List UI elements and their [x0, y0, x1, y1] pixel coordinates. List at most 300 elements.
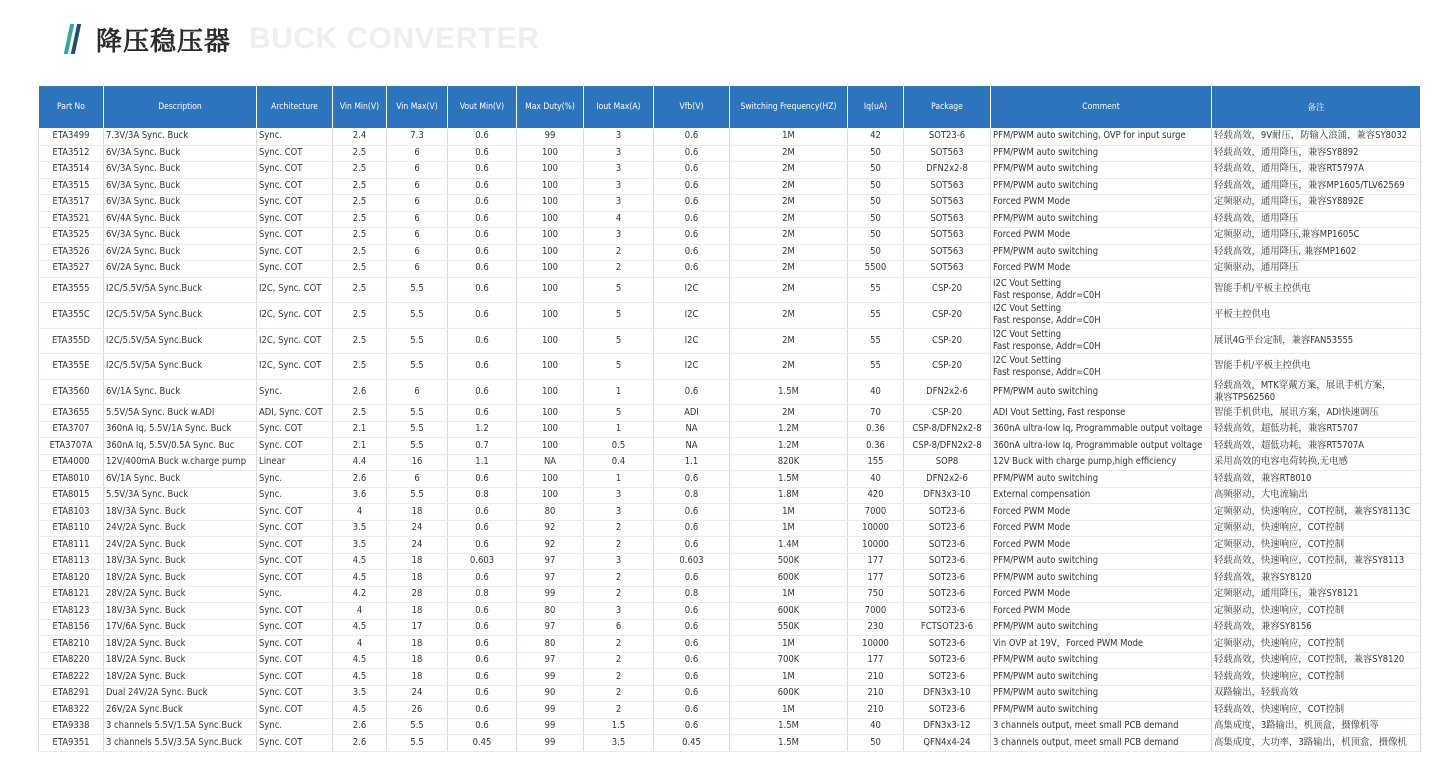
cell-vin-max: 6: [387, 178, 448, 195]
cell-vin-min: 4.5: [333, 570, 387, 587]
cell-description: 18V/2A Sync. Buck: [104, 669, 257, 686]
cell-part-no: ETA8123: [39, 603, 104, 620]
cell-iq: 50: [848, 145, 904, 162]
cell-comment: PFM/PWM auto switching: [991, 162, 1212, 179]
cell-package: CSP-20: [904, 328, 991, 354]
cell-switching-frequency: 1.2M: [730, 438, 848, 455]
cell-vout-min: 0.8: [448, 586, 517, 603]
cell-max-duty: 99: [517, 586, 584, 603]
column-header-remark: 备注: [1212, 86, 1421, 129]
cell-description: 3 channels 5.5V/3.5A Sync.Buck: [104, 735, 257, 752]
cell-max-duty: 100: [517, 354, 584, 380]
cell-iout-max: 0.5: [584, 438, 654, 455]
cell-max-duty: 100: [517, 438, 584, 455]
cell-switching-frequency: 1.2M: [730, 421, 848, 438]
column-header-vout-min: Vout Min(V): [448, 86, 517, 129]
cell-switching-frequency: 1.8M: [730, 487, 848, 504]
cell-iq: 210: [848, 685, 904, 702]
cell-part-no: ETA8120: [39, 570, 104, 587]
cell-vout-min: 0.6: [448, 211, 517, 228]
cell-max-duty: 100: [517, 162, 584, 179]
cell-vin-min: 2.6: [333, 379, 387, 405]
table-row: [39, 405, 1421, 422]
cell-iq: 155: [848, 454, 904, 471]
cell-iout-max: 1: [584, 471, 654, 488]
cell-package: SOT563: [904, 145, 991, 162]
cell-comment: PFM/PWM auto switching: [991, 669, 1212, 686]
cell-part-no: ETA3707: [39, 421, 104, 438]
cell-iout-max: 5: [584, 303, 654, 329]
cell-vin-max: 28: [387, 586, 448, 603]
cell-package: DFN2x2-6: [904, 379, 991, 405]
cell-comment: PFM/PWM auto switching: [991, 553, 1212, 570]
table-row: [39, 652, 1421, 669]
cell-max-duty: 100: [517, 195, 584, 212]
cell-vout-min: 0.6: [448, 379, 517, 405]
cell-vin-min: 2.5: [333, 405, 387, 422]
cell-package: CSP-20: [904, 405, 991, 422]
cell-vin-max: 18: [387, 553, 448, 570]
cell-vin-min: 3.5: [333, 520, 387, 537]
cell-package: CSP-20: [904, 277, 991, 303]
cell-remark: 定频驱动，快速响应，COT控制: [1212, 603, 1421, 620]
cell-remark: 轻载高效，超低功耗，兼容RT5707A: [1212, 438, 1421, 455]
cell-remark: 轻载高效，通用降压: [1212, 211, 1421, 228]
table-row: [39, 421, 1421, 438]
cell-description: I2C/5.5V/5A Sync.Buck: [104, 303, 257, 329]
cell-switching-frequency: 600K: [730, 685, 848, 702]
cell-vin-max: 6: [387, 228, 448, 245]
cell-description: 6V/1A Sync. Buck: [104, 379, 257, 405]
cell-architecture: Sync. COT: [257, 504, 333, 521]
cell-remark: 定频驱动，通用降压,兼容MP1605C: [1212, 228, 1421, 245]
cell-switching-frequency: 2M: [730, 211, 848, 228]
cell-vout-min: 0.6: [448, 636, 517, 653]
cell-architecture: I2C, Sync. COT: [257, 303, 333, 329]
cell-package: DFN2x2-8: [904, 162, 991, 179]
cell-line: I2C Vout Setting: [993, 303, 1062, 315]
table-header-row: [39, 86, 1421, 129]
cell-description: Dual 24V/2A Sync. Buck: [104, 685, 257, 702]
cell-iq: 210: [848, 702, 904, 719]
cell-vin-max: 5.5: [387, 405, 448, 422]
cell-iout-max: 1: [584, 421, 654, 438]
cell-max-duty: 100: [517, 178, 584, 195]
cell-vfb: I2C: [654, 303, 730, 329]
cell-architecture: Sync. COT: [257, 211, 333, 228]
cell-vin-max: 18: [387, 652, 448, 669]
cell-iq: 7000: [848, 603, 904, 620]
cell-part-no: ETA3521: [39, 211, 104, 228]
cell-comment: Forced PWM Mode: [991, 228, 1212, 245]
cell-line: Fast response, Addr=C0H: [993, 340, 1101, 352]
cell-vfb: 0.603: [654, 553, 730, 570]
column-header-architecture: Architecture: [257, 86, 333, 129]
cell-remark: 轻载高效，通用降压，兼容SY8892: [1212, 145, 1421, 162]
cell-package: CSP-20: [904, 303, 991, 329]
column-header-vin-min: Vin Min(V): [333, 86, 387, 129]
cell-comment: PFM/PWM auto switching: [991, 178, 1212, 195]
cell-iout-max: 2: [584, 636, 654, 653]
cell-part-no: ETA8015: [39, 487, 104, 504]
cell-package: SOT23-6: [904, 129, 991, 146]
cell-remark: 轻载高效，通用降压，兼容RT5797A: [1212, 162, 1421, 179]
cell-iout-max: 2: [584, 537, 654, 554]
table-row: [39, 537, 1421, 554]
cell-vin-max: 24: [387, 537, 448, 554]
cell-vin-min: 2.5: [333, 211, 387, 228]
cell-iout-max: 3: [584, 195, 654, 212]
cell-max-duty: 99: [517, 669, 584, 686]
cell-switching-frequency: 1.5M: [730, 735, 848, 752]
cell-vin-min: 4.5: [333, 669, 387, 686]
page-title: 降压稳压器: [96, 26, 232, 57]
cell-description: 18V/2A Sync. Buck: [104, 636, 257, 653]
cell-package: SOP8: [904, 454, 991, 471]
table-row: [39, 685, 1421, 702]
cell-vin-max: 5.5: [387, 328, 448, 354]
cell-vfb: 0.6: [654, 718, 730, 735]
cell-comment: PFM/PWM auto switching: [991, 619, 1212, 636]
cell-vin-max: 6: [387, 261, 448, 278]
cell-package: SOT23-6: [904, 570, 991, 587]
cell-iout-max: 3: [584, 504, 654, 521]
cell-description: I2C/5.5V/5A Sync.Buck: [104, 328, 257, 354]
cell-comment: PFM/PWM auto switching: [991, 702, 1212, 719]
cell-iq: 55: [848, 277, 904, 303]
cell-vfb: 1.1: [654, 454, 730, 471]
cell-architecture: Sync. COT: [257, 570, 333, 587]
cell-iout-max: 2: [584, 261, 654, 278]
cell-switching-frequency: 2M: [730, 145, 848, 162]
cell-comment: 360nA ultra-low Iq, Programmable output voltage: [991, 421, 1212, 438]
cell-description: 7.3V/3A Sync. Buck: [104, 129, 257, 146]
table-row: [39, 129, 1421, 146]
cell-comment: Forced PWM Mode: [991, 603, 1212, 620]
cell-remark: 轻载高效，兼容SY8156: [1212, 619, 1421, 636]
cell-comment: Forced PWM Mode: [991, 520, 1212, 537]
cell-max-duty: 100: [517, 228, 584, 245]
cell-vin-min: 2.5: [333, 328, 387, 354]
cell-description: I2C/5.5V/5A Sync.Buck: [104, 277, 257, 303]
cell-description: 18V/3A Sync. Buck: [104, 504, 257, 521]
cell-architecture: Sync. COT: [257, 636, 333, 653]
cell-package: SOT23-6: [904, 603, 991, 620]
cell-iq: 50: [848, 228, 904, 245]
cell-iq: 210: [848, 669, 904, 686]
cell-remark: 智能手机供电，展讯方案，ADI快速调压: [1212, 405, 1421, 422]
cell-comment: External compensation: [991, 487, 1212, 504]
cell-vin-min: 4.5: [333, 652, 387, 669]
cell-switching-frequency: 1.4M: [730, 537, 848, 554]
cell-package: SOT563: [904, 195, 991, 212]
cell-part-no: ETA9338: [39, 718, 104, 735]
cell-iq: 10000: [848, 520, 904, 537]
cell-architecture: Sync. COT: [257, 652, 333, 669]
cell-vin-min: 2.5: [333, 195, 387, 212]
cell-part-no: ETA8210: [39, 636, 104, 653]
cell-part-no: ETA8103: [39, 504, 104, 521]
cell-package: SOT563: [904, 261, 991, 278]
table-row: [39, 228, 1421, 245]
cell-part-no: ETA3655: [39, 405, 104, 422]
cell-switching-frequency: 2M: [730, 178, 848, 195]
cell-vfb: 0.6: [654, 228, 730, 245]
cell-architecture: Sync. COT: [257, 603, 333, 620]
cell-switching-frequency: 2M: [730, 228, 848, 245]
cell-iq: 50: [848, 178, 904, 195]
cell-max-duty: 100: [517, 244, 584, 261]
cell-iout-max: 3: [584, 129, 654, 146]
cell-vfb: 0.6: [654, 702, 730, 719]
cell-vfb: 0.6: [654, 504, 730, 521]
cell-comment: ADI Vout Setting, Fast response: [991, 405, 1212, 422]
cell-description: 5.5V/3A Sync. Buck: [104, 487, 257, 504]
cell-vin-min: 2.5: [333, 261, 387, 278]
cell-switching-frequency: 1M: [730, 669, 848, 686]
table-row: [39, 454, 1421, 471]
cell-vin-max: 5.5: [387, 277, 448, 303]
cell-vout-min: 0.7: [448, 438, 517, 455]
table-row: [39, 303, 1421, 329]
cell-architecture: Sync. COT: [257, 553, 333, 570]
cell-iout-max: 5: [584, 354, 654, 380]
cell-iout-max: 2: [584, 669, 654, 686]
cell-line: Fast response, Addr=C0H: [993, 289, 1101, 301]
cell-package: SOT23-6: [904, 504, 991, 521]
cell-remark: 定频驱动，通用降压，兼容SY8121: [1212, 586, 1421, 603]
cell-package: SOT23-6: [904, 652, 991, 669]
cell-switching-frequency: 2M: [730, 405, 848, 422]
cell-switching-frequency: 600K: [730, 603, 848, 620]
cell-vin-min: 2.5: [333, 178, 387, 195]
cell-architecture: Sync. COT: [257, 685, 333, 702]
cell-iq: 50: [848, 735, 904, 752]
cell-comment: [991, 303, 1212, 329]
cell-comment: [991, 354, 1212, 380]
cell-vin-max: 6: [387, 471, 448, 488]
cell-description: 24V/2A Sync. Buck: [104, 520, 257, 537]
cell-part-no: ETA355D: [39, 328, 104, 354]
cell-remark: 轻载高效，兼容RT8010: [1212, 471, 1421, 488]
cell-line: I2C Vout Setting: [993, 277, 1062, 289]
cell-max-duty: 97: [517, 553, 584, 570]
cell-iq: 0.36: [848, 421, 904, 438]
cell-remark: 轻载高效，通用降压, 兼容MP1602: [1212, 244, 1421, 261]
cell-vin-max: 5.5: [387, 438, 448, 455]
cell-remark: 展讯4G平台定制，兼容FAN53555: [1212, 328, 1421, 354]
cell-description: 6V/3A Sync. Buck: [104, 162, 257, 179]
cell-vout-min: 0.6: [448, 129, 517, 146]
cell-vin-min: 4.4: [333, 454, 387, 471]
cell-iq: 50: [848, 195, 904, 212]
cell-package: SOT563: [904, 211, 991, 228]
cell-switching-frequency: 1M: [730, 636, 848, 653]
cell-max-duty: 100: [517, 145, 584, 162]
cell-max-duty: 92: [517, 520, 584, 537]
cell-max-duty: 100: [517, 405, 584, 422]
cell-vfb: 0.6: [654, 669, 730, 686]
cell-max-duty: 99: [517, 735, 584, 752]
cell-vfb: 0.8: [654, 487, 730, 504]
cell-part-no: ETA3707A: [39, 438, 104, 455]
column-header-package: Package: [904, 86, 991, 129]
cell-description: 12V/400mA Buck w.charge pump: [104, 454, 257, 471]
cell-vout-min: 0.8: [448, 487, 517, 504]
cell-vin-max: 26: [387, 702, 448, 719]
cell-vout-min: 0.6: [448, 603, 517, 620]
table-row: [39, 553, 1421, 570]
cell-vfb: 0.8: [654, 586, 730, 603]
cell-line: I2C Vout Setting: [993, 354, 1062, 366]
page-title-english: BUCK CONVERTER: [249, 22, 540, 55]
cell-description: 6V/3A Sync. Buck: [104, 178, 257, 195]
cell-vin-max: 6: [387, 195, 448, 212]
cell-vin-min: 2.5: [333, 228, 387, 245]
cell-max-duty: 100: [517, 471, 584, 488]
cell-vfb: 0.6: [654, 178, 730, 195]
cell-remark: 平板主控供电: [1212, 303, 1421, 329]
cell-iq: 5500: [848, 261, 904, 278]
cell-architecture: I2C, Sync. COT: [257, 277, 333, 303]
column-header-part-no: Part No: [39, 86, 104, 129]
cell-part-no: ETA8322: [39, 702, 104, 719]
cell-vin-max: 6: [387, 244, 448, 261]
cell-vin-min: 3.5: [333, 537, 387, 554]
cell-remark: 轻载高效，快速响应，COT控制，兼容SY8113: [1212, 553, 1421, 570]
cell-switching-frequency: 1.5M: [730, 718, 848, 735]
cell-vout-min: 0.6: [448, 570, 517, 587]
cell-max-duty: 100: [517, 487, 584, 504]
cell-iq: 70: [848, 405, 904, 422]
cell-architecture: Sync.: [257, 586, 333, 603]
cell-vout-min: 0.603: [448, 553, 517, 570]
cell-switching-frequency: 2M: [730, 354, 848, 380]
cell-switching-frequency: 550K: [730, 619, 848, 636]
cell-max-duty: 90: [517, 685, 584, 702]
cell-vin-max: 6: [387, 379, 448, 405]
cell-package: CSP-8/DFN2x2-8: [904, 421, 991, 438]
cell-description: 6V/3A Sync. Buck: [104, 145, 257, 162]
cell-package: FCTSOT23-6: [904, 619, 991, 636]
cell-vout-min: 0.6: [448, 718, 517, 735]
cell-line: Fast response, Addr=C0H: [993, 366, 1101, 378]
cell-description: 6V/2A Sync. Buck: [104, 244, 257, 261]
table-row: [39, 603, 1421, 620]
cell-remark: 双路输出，轻载高效: [1212, 685, 1421, 702]
table-row: [39, 586, 1421, 603]
cell-vout-min: 0.6: [448, 504, 517, 521]
column-header-switching-frequency: Switching Frequency(HZ): [730, 86, 848, 129]
cell-max-duty: 100: [517, 379, 584, 405]
cell-vin-min: 2.4: [333, 129, 387, 146]
cell-package: SOT23-6: [904, 702, 991, 719]
cell-iq: 55: [848, 328, 904, 354]
cell-description: 18V/3A Sync. Buck: [104, 553, 257, 570]
cell-description: 6V/3A Sync. Buck: [104, 228, 257, 245]
cell-vout-min: 0.6: [448, 162, 517, 179]
cell-part-no: ETA3514: [39, 162, 104, 179]
cell-description: 18V/2A Sync. Buck: [104, 652, 257, 669]
cell-switching-frequency: 2M: [730, 162, 848, 179]
table-row: [39, 636, 1421, 653]
cell-remark: 轻载高效，通用降压，兼容MP1605/TLV62569: [1212, 178, 1421, 195]
cell-package: SOT23-6: [904, 553, 991, 570]
cell-architecture: Sync.: [257, 471, 333, 488]
cell-vin-max: 18: [387, 504, 448, 521]
cell-iout-max: 5: [584, 277, 654, 303]
cell-iq: 177: [848, 553, 904, 570]
cell-vin-max: 6: [387, 162, 448, 179]
cell-switching-frequency: 2M: [730, 303, 848, 329]
cell-iout-max: 0.4: [584, 454, 654, 471]
cell-vfb: I2C: [654, 354, 730, 380]
cell-part-no: ETA3526: [39, 244, 104, 261]
cell-vin-max: 7.3: [387, 129, 448, 146]
cell-vfb: 0.6: [654, 261, 730, 278]
cell-vfb: 0.45: [654, 735, 730, 752]
cell-iq: 177: [848, 570, 904, 587]
cell-remark: 轻载高效，快速响应，COT控制: [1212, 702, 1421, 719]
cell-iout-max: 3: [584, 228, 654, 245]
cell-switching-frequency: 1M: [730, 520, 848, 537]
cell-vin-max: 6: [387, 145, 448, 162]
cell-remark: 轻载高效，快速响应，COT控制: [1212, 669, 1421, 686]
cell-vout-min: 0.6: [448, 277, 517, 303]
cell-architecture: I2C, Sync. COT: [257, 328, 333, 354]
cell-part-no: ETA3525: [39, 228, 104, 245]
cell-description: 5.5V/5A Sync. Buck w.ADI: [104, 405, 257, 422]
cell-description: 6V/3A Sync. Buck: [104, 195, 257, 212]
cell-switching-frequency: 1M: [730, 702, 848, 719]
cell-switching-frequency: 1M: [730, 504, 848, 521]
table-row: [39, 487, 1421, 504]
cell-iout-max: 3: [584, 162, 654, 179]
cell-max-duty: 100: [517, 421, 584, 438]
cell-switching-frequency: 600K: [730, 570, 848, 587]
cell-switching-frequency: 2M: [730, 195, 848, 212]
cell-vin-max: 18: [387, 636, 448, 653]
column-header-vin-max: Vin Max(V): [387, 86, 448, 129]
cell-remark: 定频驱动，通用降压: [1212, 261, 1421, 278]
cell-vin-min: 2.6: [333, 471, 387, 488]
cell-vin-max: 6: [387, 211, 448, 228]
cell-vin-max: 18: [387, 570, 448, 587]
cell-comment: PFM/PWM auto switching: [991, 685, 1212, 702]
cell-max-duty: NA: [517, 454, 584, 471]
cell-architecture: Sync.: [257, 487, 333, 504]
cell-vin-max: 5.5: [387, 735, 448, 752]
cell-architecture: Sync.: [257, 129, 333, 146]
cell-vout-min: 0.6: [448, 328, 517, 354]
cell-architecture: I2C, Sync. COT: [257, 354, 333, 380]
cell-line: 兼容TPS62560: [1214, 392, 1276, 404]
cell-comment: 12V Buck with charge pump,high efficiency: [991, 454, 1212, 471]
table-body: [39, 129, 1421, 752]
cell-package: DFN3x3-10: [904, 685, 991, 702]
cell-switching-frequency: 700K: [730, 652, 848, 669]
cell-max-duty: 80: [517, 636, 584, 653]
cell-max-duty: 80: [517, 603, 584, 620]
column-header-comment: Comment: [991, 86, 1212, 129]
cell-iq: 420: [848, 487, 904, 504]
cell-iout-max: 3: [584, 603, 654, 620]
cell-switching-frequency: 2M: [730, 261, 848, 278]
cell-part-no: ETA355E: [39, 354, 104, 380]
column-header-iq: Iq(uA): [848, 86, 904, 129]
buck-converter-table: [38, 85, 1421, 752]
cell-part-no: ETA3517: [39, 195, 104, 212]
